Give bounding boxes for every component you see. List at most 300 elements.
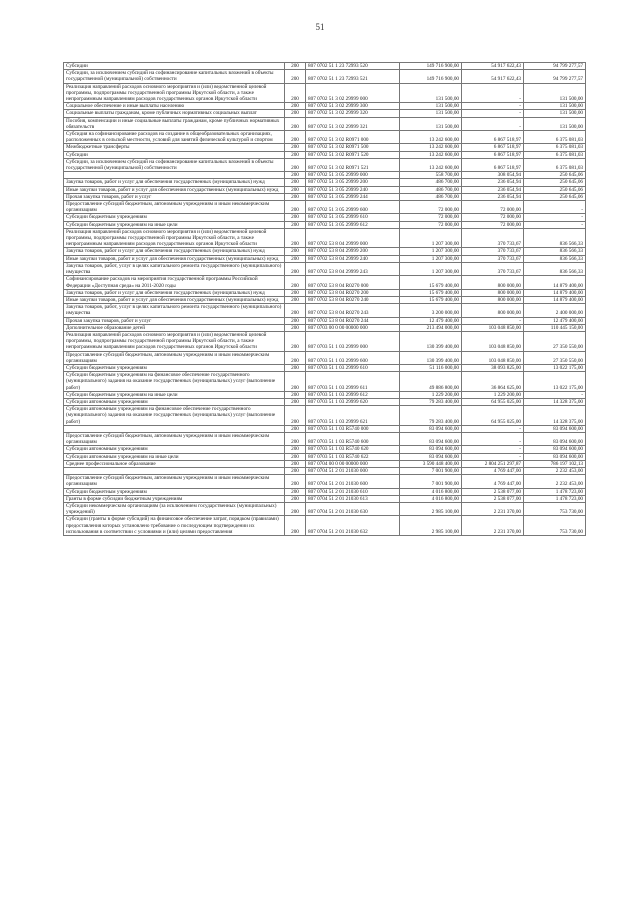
row-unexecuted-amount: 836 566,33 <box>524 262 586 275</box>
row-classification-code: 807 0703 51 1 03 R5740 622 <box>306 453 400 460</box>
table-row <box>64 467 586 474</box>
table-row <box>64 228 586 248</box>
row-executed-amount: - <box>462 117 524 130</box>
row-name: Предоставление субсидий бюджетным, автономным учреждениям и иным некоммерческим организациям <box>64 201 285 214</box>
row-approved-amount: 149 716 900,00 <box>400 63 462 70</box>
row-line-code: 200 <box>285 406 306 426</box>
row-name <box>64 425 285 432</box>
row-name: Реализация направлений расходов основного мероприятия и (или) ведомственной целевой программы, подпрограммы государственной программы Иркутской области, а также непрограммным направлениям расходов государственных органов Иркутской области <box>64 83 285 103</box>
row-classification-code: 807 0704 00 0 00 00000 000 <box>306 460 400 467</box>
row-name: Субсидия на софинансирование расходов на создание в общеобразовательных организациях, расположенных в сельской местности, условий для занятий физической культурой и спортом <box>64 131 285 144</box>
row-name: Гранты в форме субсидии бюджетным учреждениям <box>64 495 285 502</box>
row-approved-amount: 1 207 300,00 <box>400 262 462 275</box>
row-unexecuted-amount: 110 445 150,00 <box>524 324 586 331</box>
row-executed-amount: 236 054,94 <box>462 193 524 200</box>
row-approved-amount: 1 207 300,00 <box>400 248 462 255</box>
row-line-code: 200 <box>285 151 306 158</box>
table-row <box>64 516 586 536</box>
row-approved-amount: 131 500,00 <box>400 110 462 117</box>
row-unexecuted-amount: 6 375 081,03 <box>524 144 586 151</box>
table-row <box>64 221 586 228</box>
row-executed-amount: 1 229 200,00 <box>462 391 524 398</box>
row-unexecuted-amount: 27 350 550,00 <box>524 331 586 351</box>
row-classification-code: 807 0702 53 8 04 29999 200 <box>306 248 400 255</box>
row-name: Закупка товаров, работ и услуг для обеспечения государственных (муниципальных) нужд <box>64 248 285 255</box>
table-row <box>64 110 586 117</box>
table-row <box>64 398 586 405</box>
row-approved-amount: 79 283 400,00 <box>400 398 462 405</box>
row-executed-amount: 72 000,00 <box>462 201 524 214</box>
row-line-code: 200 <box>285 372 306 392</box>
row-executed-amount: 6 867 518,97 <box>462 158 524 171</box>
row-name: Субсидии бюджетным учреждениям на финансовое обеспечение государственного (муниципального) задания на оказание государственных (муниципальных) услуг (выполнение работ) <box>64 372 285 392</box>
row-approved-amount: 72 000,00 <box>400 214 462 221</box>
row-executed-amount: 103 048 850,00 <box>462 324 524 331</box>
row-line-code: 200 <box>285 495 306 502</box>
table-row <box>64 131 586 144</box>
row-name: Субсидии некоммерческим организациям (за исключением государственных (муниципальных) учреждений) <box>64 503 285 516</box>
row-classification-code: 807 0702 51 3 02 29999 300 <box>306 103 400 110</box>
row-line-code: 200 <box>285 172 306 179</box>
row-classification-code: 807 0704 51 2 01 21030 630 <box>306 503 400 516</box>
row-line-code: 200 <box>285 446 306 453</box>
row-classification-code: 807 0702 53 8 04 R0270 243 <box>306 304 400 317</box>
row-classification-code: 807 0702 51 3 02 R0971 000 <box>306 131 400 144</box>
row-classification-code: 807 0702 51 3 05 29999 600 <box>306 201 400 214</box>
table-row <box>64 248 586 255</box>
row-unexecuted-amount: - <box>524 214 586 221</box>
row-classification-code: 807 0702 51 1 23 72993 520 <box>306 63 400 70</box>
row-name: Социальные выплаты гражданам, кроме публичных нормативных социальных выплат <box>64 110 285 117</box>
row-classification-code: 807 0702 51 3 05 29999 240 <box>306 186 400 193</box>
table-row <box>64 289 586 296</box>
row-unexecuted-amount: 753 730,00 <box>524 516 586 536</box>
row-executed-amount: 54 917 622,43 <box>462 63 524 70</box>
row-approved-amount: 49 886 800,00 <box>400 372 462 392</box>
row-name: Субсидии автономным учреждениям на финансовое обеспечение государственного (муниципального) задания на оказание государственных (муниципальных) услуг (выполнение работ) <box>64 406 285 426</box>
table-row <box>64 432 586 445</box>
row-name: Субсидии бюджетным учреждениям на иные цели <box>64 391 285 398</box>
row-executed-amount: 236 054,94 <box>462 186 524 193</box>
row-approved-amount: 1 207 300,00 <box>400 228 462 248</box>
row-line-code: 200 <box>285 488 306 495</box>
row-line-code: 200 <box>285 193 306 200</box>
row-classification-code: 807 0704 51 2 01 21030 000 <box>306 467 400 474</box>
row-classification-code: 807 0703 51 1 03 29999 612 <box>306 391 400 398</box>
row-executed-amount: - <box>462 317 524 324</box>
row-executed-amount: 370 733,67 <box>462 255 524 262</box>
row-executed-amount: 103 048 850,00 <box>462 351 524 364</box>
row-unexecuted-amount: 250 645,06 <box>524 193 586 200</box>
row-executed-amount: - <box>462 103 524 110</box>
row-line-code: 200 <box>285 351 306 364</box>
row-executed-amount: 36 864 625,00 <box>462 372 524 392</box>
row-classification-code: 807 0702 51 3 05 29999 610 <box>306 214 400 221</box>
row-executed-amount: 2 231 370,00 <box>462 516 524 536</box>
row-approved-amount: 130 399 400,00 <box>400 331 462 351</box>
row-approved-amount: 15 679 400,00 <box>400 289 462 296</box>
row-approved-amount: 12 479 400,00 <box>400 317 462 324</box>
row-line-code: 200 <box>285 221 306 228</box>
row-unexecuted-amount: 14 328 375,00 <box>524 398 586 405</box>
row-executed-amount: 64 955 025,00 <box>462 398 524 405</box>
row-approved-amount: 13 242 600,00 <box>400 158 462 171</box>
budget-execution-table <box>63 62 586 536</box>
row-unexecuted-amount: 12 479 400,00 <box>524 317 586 324</box>
table-row <box>64 364 586 371</box>
table-row <box>64 172 586 179</box>
row-approved-amount: 149 716 900,00 <box>400 70 462 83</box>
row-unexecuted-amount: 1 478 723,00 <box>524 495 586 502</box>
row-approved-amount: 2 985 100,00 <box>400 503 462 516</box>
table-row <box>64 460 586 467</box>
row-approved-amount: 4 016 800,00 <box>400 495 462 502</box>
row-unexecuted-amount: 14 879 400,00 <box>524 276 586 289</box>
row-classification-code: 807 0702 51 3 02 R0971 520 <box>306 151 400 158</box>
row-name: Субсидии, за исключением субсидий на софинансирование капитальных вложений в объекты государственной (муниципальной) собственности <box>64 70 285 83</box>
row-executed-amount: - <box>462 425 524 432</box>
row-approved-amount: 83 094 600,00 <box>400 446 462 453</box>
row-unexecuted-amount: 6 375 081,03 <box>524 151 586 158</box>
row-line-code: 200 <box>285 70 306 83</box>
row-classification-code: 807 0702 51 3 02 29999 000 <box>306 83 400 103</box>
row-name: Субсидии бюджетным учреждениям <box>64 364 285 371</box>
row-classification-code: 807 0702 53 8 04 R0270 244 <box>306 317 400 324</box>
row-classification-code: 807 0704 51 2 01 21030 613 <box>306 495 400 502</box>
row-executed-amount: 72 000,00 <box>462 221 524 228</box>
row-approved-amount: 72 000,00 <box>400 201 462 214</box>
row-approved-amount: 4 016 800,00 <box>400 488 462 495</box>
row-line-code: 200 <box>285 398 306 405</box>
row-line-code: 200 <box>285 262 306 275</box>
row-line-code: 200 <box>285 296 306 303</box>
row-name: Прочая закупка товаров, работ и услуг <box>64 317 285 324</box>
row-name: Субсидии (гранты в форме субсидий) на финансовое обеспечение затрат, порядком (правилами) предоставления которых установлено требование о последующем подтверждении их использования в соответствии с условиями и (или) целями предоставления <box>64 516 285 536</box>
row-unexecuted-amount: 250 645,06 <box>524 186 586 193</box>
row-approved-amount: 72 000,00 <box>400 221 462 228</box>
row-classification-code: 807 0702 53 8 04 29999 000 <box>306 228 400 248</box>
row-unexecuted-amount: 6 375 081,03 <box>524 131 586 144</box>
row-unexecuted-amount: - <box>524 391 586 398</box>
row-approved-amount: 13 242 600,00 <box>400 131 462 144</box>
row-unexecuted-amount: 27 350 550,00 <box>524 351 586 364</box>
table-row <box>64 179 586 186</box>
table-row <box>64 406 586 426</box>
row-name: Прочая закупка товаров, работ и услуг <box>64 193 285 200</box>
table-row <box>64 158 586 171</box>
row-unexecuted-amount: 14 328 375,00 <box>524 406 586 426</box>
row-classification-code: 807 0702 51 1 23 72993 521 <box>306 70 400 83</box>
row-approved-amount: 15 679 400,00 <box>400 296 462 303</box>
row-approved-amount: 2 985 100,00 <box>400 516 462 536</box>
table-row <box>64 262 586 275</box>
row-executed-amount: 38 093 825,00 <box>462 364 524 371</box>
table-row <box>64 296 586 303</box>
row-classification-code: 807 0704 51 2 01 21030 610 <box>306 488 400 495</box>
table-row <box>64 103 586 110</box>
row-line-code: 200 <box>285 63 306 70</box>
row-name: Софинансирование расходов на мероприятия государственной программы Российской Федерации «Доступная среда» на 2011-2020 годы <box>64 276 285 289</box>
row-executed-amount: 370 733,67 <box>462 262 524 275</box>
row-name: Предоставление субсидий бюджетным, автономным учреждениям и иным некоммерческим организациям <box>64 351 285 364</box>
table-row <box>64 503 586 516</box>
row-unexecuted-amount: 83 094 600,00 <box>524 453 586 460</box>
row-executed-amount: 6 867 518,97 <box>462 131 524 144</box>
row-executed-amount: 800 000,00 <box>462 276 524 289</box>
table-row <box>64 372 586 392</box>
row-unexecuted-amount: 2 400 000,00 <box>524 304 586 317</box>
row-classification-code: 807 0702 53 8 04 R0270 240 <box>306 296 400 303</box>
table-body <box>64 63 586 536</box>
row-line-code: 200 <box>285 391 306 398</box>
row-executed-amount: 800 000,00 <box>462 289 524 296</box>
table-row <box>64 201 586 214</box>
table-row <box>64 453 586 460</box>
row-unexecuted-amount: 2 232 453,00 <box>524 467 586 474</box>
row-name: Субсидии автономным учреждениям <box>64 446 285 453</box>
row-line-code: 200 <box>285 214 306 221</box>
row-executed-amount: 4 769 447,00 <box>462 467 524 474</box>
row-line-code: 200 <box>285 110 306 117</box>
row-line-code: 200 <box>285 516 306 536</box>
table-row <box>64 495 586 502</box>
row-line-code: 200 <box>285 276 306 289</box>
row-unexecuted-amount: 836 566,33 <box>524 228 586 248</box>
row-unexecuted-amount: 83 094 600,00 <box>524 446 586 453</box>
row-approved-amount: 83 094 600,00 <box>400 425 462 432</box>
row-approved-amount: 15 679 400,00 <box>400 276 462 289</box>
row-line-code: 200 <box>285 179 306 186</box>
row-approved-amount: 83 094 600,00 <box>400 453 462 460</box>
row-name: Субсидии бюджетным учреждениям на иные цели <box>64 221 285 228</box>
row-unexecuted-amount: 250 645,06 <box>524 179 586 186</box>
row-classification-code: 807 0702 51 3 02 29999 321 <box>306 117 400 130</box>
row-unexecuted-amount: - <box>524 201 586 214</box>
row-classification-code: 807 0702 53 8 04 29999 243 <box>306 262 400 275</box>
row-approved-amount: 7 001 900,00 <box>400 467 462 474</box>
row-line-code: 200 <box>285 144 306 151</box>
row-unexecuted-amount: 83 094 600,00 <box>524 432 586 445</box>
row-line-code: 200 <box>285 304 306 317</box>
row-unexecuted-amount: 753 730,00 <box>524 503 586 516</box>
row-name: Субсидии автономным учреждениям <box>64 398 285 405</box>
row-line-code: 200 <box>285 186 306 193</box>
row-line-code: 200 <box>285 432 306 445</box>
row-executed-amount: 370 733,67 <box>462 248 524 255</box>
row-classification-code: 807 0702 51 3 05 29999 200 <box>306 179 400 186</box>
row-classification-code: 807 0702 51 3 02 R0971 521 <box>306 158 400 171</box>
row-executed-amount: 308 054,94 <box>462 172 524 179</box>
row-line-code: 200 <box>285 503 306 516</box>
row-unexecuted-amount: 131 500,00 <box>524 117 586 130</box>
row-classification-code: 807 0702 51 3 02 29999 320 <box>306 110 400 117</box>
table-row <box>64 324 586 331</box>
row-line-code: 200 <box>285 158 306 171</box>
row-line-code: 200 <box>285 83 306 103</box>
row-name: Субсидии бюджетным учреждениям <box>64 488 285 495</box>
row-line-code: 200 <box>285 324 306 331</box>
row-classification-code: 807 0703 51 1 03 R5740 000 <box>306 425 400 432</box>
table-row <box>64 446 586 453</box>
table-row <box>64 304 586 317</box>
table-row <box>64 488 586 495</box>
row-approved-amount: 83 094 600,00 <box>400 432 462 445</box>
row-unexecuted-amount: 250 645,06 <box>524 172 586 179</box>
row-line-code: 200 <box>285 289 306 296</box>
row-name: Предоставление субсидий бюджетным, автономным учреждениям и иным некоммерческим организациям <box>64 475 285 488</box>
row-name <box>64 467 285 474</box>
row-classification-code: 807 0703 51 1 03 29999 600 <box>306 351 400 364</box>
row-executed-amount: 2 231 370,00 <box>462 503 524 516</box>
row-unexecuted-amount: 14 879 400,00 <box>524 289 586 296</box>
row-line-code: 200 <box>285 475 306 488</box>
row-classification-code: 807 0702 53 8 04 R0270 000 <box>306 276 400 289</box>
row-line-code: 200 <box>285 201 306 214</box>
row-approved-amount: 486 700,00 <box>400 193 462 200</box>
table-row <box>64 214 586 221</box>
row-unexecuted-amount: 131 500,00 <box>524 110 586 117</box>
row-line-code: 200 <box>285 317 306 324</box>
row-executed-amount: 103 048 850,00 <box>462 331 524 351</box>
row-line-code: 200 <box>285 131 306 144</box>
row-approved-amount: 130 399 400,00 <box>400 351 462 364</box>
row-approved-amount: 131 500,00 <box>400 103 462 110</box>
row-unexecuted-amount: 786 197 102,13 <box>524 460 586 467</box>
row-name: Закупка товаров, работ, услуг в целях капитального ремонта государственного (муниципального) имущества <box>64 262 285 275</box>
row-executed-amount: - <box>462 432 524 445</box>
row-classification-code: 807 0702 51 3 05 29999 000 <box>306 172 400 179</box>
row-classification-code: 807 0702 53 8 04 29999 240 <box>306 255 400 262</box>
row-executed-amount: 800 000,00 <box>462 304 524 317</box>
row-classification-code: 807 0703 51 1 03 29999 611 <box>306 372 400 392</box>
row-classification-code: 807 0702 51 3 05 29999 244 <box>306 193 400 200</box>
row-line-code: 200 <box>285 425 306 432</box>
table-row <box>64 351 586 364</box>
row-approved-amount: 131 500,00 <box>400 117 462 130</box>
page-number: 51 <box>315 22 325 32</box>
row-name: Закупка товаров, работ и услуг для обеспечения государственных (муниципальных) нужд <box>64 179 285 186</box>
row-unexecuted-amount: 131 500,00 <box>524 83 586 103</box>
row-name: Субсидии <box>64 151 285 158</box>
row-line-code: 200 <box>285 255 306 262</box>
row-executed-amount: - <box>462 446 524 453</box>
row-line-code: 200 <box>285 228 306 248</box>
row-classification-code: 807 0703 51 1 03 29999 621 <box>306 406 400 426</box>
row-line-code: 200 <box>285 364 306 371</box>
table-row <box>64 276 586 289</box>
table-row <box>64 151 586 158</box>
row-classification-code: 807 0703 51 1 03 29999 620 <box>306 398 400 405</box>
row-name: Среднее профессиональное образование <box>64 460 285 467</box>
row-classification-code: 807 0704 51 2 01 21030 600 <box>306 475 400 488</box>
row-classification-code: 807 0703 51 1 03 29999 000 <box>306 331 400 351</box>
row-classification-code: 807 0703 51 1 03 R5740 600 <box>306 432 400 445</box>
row-unexecuted-amount: 13 022 175,00 <box>524 372 586 392</box>
row-classification-code: 807 0703 00 0 00 00000 000 <box>306 324 400 331</box>
row-line-code: 200 <box>285 453 306 460</box>
row-name: Предоставление субсидий бюджетным, автономным учреждениям и иным некоммерческим организациям <box>64 432 285 445</box>
row-unexecuted-amount: - <box>524 221 586 228</box>
row-classification-code: 807 0702 51 3 05 29999 612 <box>306 221 400 228</box>
row-name: Субсидии бюджетным учреждениям <box>64 214 285 221</box>
row-classification-code: 807 0702 53 8 04 R0270 200 <box>306 289 400 296</box>
row-unexecuted-amount: 13 022 175,00 <box>524 364 586 371</box>
row-unexecuted-amount: 1 478 723,00 <box>524 488 586 495</box>
row-unexecuted-amount: 836 566,33 <box>524 248 586 255</box>
row-name: Иные закупки товаров, работ и услуг для обеспечения государственных (муниципальных) нужд <box>64 255 285 262</box>
table-row <box>64 63 586 70</box>
table-row <box>64 83 586 103</box>
row-line-code: 200 <box>285 331 306 351</box>
row-name: Реализация направлений расходов основного мероприятия и (или) ведомственной целевой программы, подпрограммы государственной программы Иркутской области, а также непрограммным направлениям расходов государственных органов Иркутской области <box>64 228 285 248</box>
row-approved-amount: 131 500,00 <box>400 83 462 103</box>
row-unexecuted-amount: 83 094 600,00 <box>524 425 586 432</box>
row-executed-amount: 64 955 025,00 <box>462 406 524 426</box>
row-name: Реализация направлений расходов основного мероприятия и (или) ведомственной целевой программы, подпрограммы государственной программы Иркутской области, а также непрограммным направлениям расходов государственных органов Иркутской области <box>64 331 285 351</box>
row-name: Субсидии, за исключением субсидий на софинансирование капитальных вложений в объекты государственной (муниципальной) собственности <box>64 158 285 171</box>
row-executed-amount: - <box>462 453 524 460</box>
table-row <box>64 317 586 324</box>
row-executed-amount: 800 000,00 <box>462 296 524 303</box>
row-name: Закупка товаров, работ и услуг для обеспечения государственных (муниципальных) нужд <box>64 289 285 296</box>
row-name: Субсидии <box>64 63 285 70</box>
table-row <box>64 70 586 83</box>
row-classification-code: 807 0702 51 3 02 R0971 500 <box>306 144 400 151</box>
row-executed-amount: 6 867 518,97 <box>462 144 524 151</box>
row-approved-amount: 13 242 600,00 <box>400 144 462 151</box>
row-unexecuted-amount: 14 879 400,00 <box>524 296 586 303</box>
table-row <box>64 391 586 398</box>
row-executed-amount: 370 733,67 <box>462 228 524 248</box>
row-name: Дополнительное образование детей <box>64 324 285 331</box>
row-line-code: 200 <box>285 248 306 255</box>
table-row <box>64 193 586 200</box>
row-line-code: 200 <box>285 467 306 474</box>
table-row <box>64 144 586 151</box>
table-row <box>64 255 586 262</box>
row-executed-amount: 2 538 077,00 <box>462 495 524 502</box>
row-approved-amount: 7 001 900,00 <box>400 475 462 488</box>
row-unexecuted-amount: 131 500,00 <box>524 103 586 110</box>
row-executed-amount: 4 769 447,00 <box>462 475 524 488</box>
row-approved-amount: 13 242 600,00 <box>400 151 462 158</box>
table-row <box>64 186 586 193</box>
row-approved-amount: 51 116 000,00 <box>400 364 462 371</box>
row-name: Пособия, компенсации и иные социальные выплаты гражданам, кроме публичных нормативных обязательств <box>64 117 285 130</box>
row-unexecuted-amount: 94 799 277,57 <box>524 63 586 70</box>
row-name: Иные закупки товаров, работ и услуг для обеспечения государственных (муниципальных) нужд <box>64 186 285 193</box>
row-approved-amount: 3 200 000,00 <box>400 304 462 317</box>
row-name: Социальное обеспечение и иные выплаты населению <box>64 103 285 110</box>
table-row <box>64 117 586 130</box>
row-name: Иные закупки товаров, работ и услуг для обеспечения государственных (муниципальных) нужд <box>64 296 285 303</box>
row-classification-code: 807 0703 51 1 03 29999 610 <box>306 364 400 371</box>
row-unexecuted-amount: 836 566,33 <box>524 255 586 262</box>
row-classification-code: 807 0703 51 1 03 R5740 620 <box>306 446 400 453</box>
row-approved-amount: 1 207 300,00 <box>400 255 462 262</box>
row-name: Субсидии автономным учреждениям на иные цели <box>64 453 285 460</box>
row-line-code: 200 <box>285 117 306 130</box>
row-line-code: 200 <box>285 103 306 110</box>
row-approved-amount: 1 229 200,00 <box>400 391 462 398</box>
table-row <box>64 425 586 432</box>
row-name <box>64 172 285 179</box>
row-unexecuted-amount: 2 232 453,00 <box>524 475 586 488</box>
row-name: Закупка товаров, работ, услуг в целях капитального ремонта государственного (муниципального) имущества <box>64 304 285 317</box>
table-row <box>64 475 586 488</box>
row-approved-amount: 213 494 000,00 <box>400 324 462 331</box>
table-row <box>64 331 586 351</box>
